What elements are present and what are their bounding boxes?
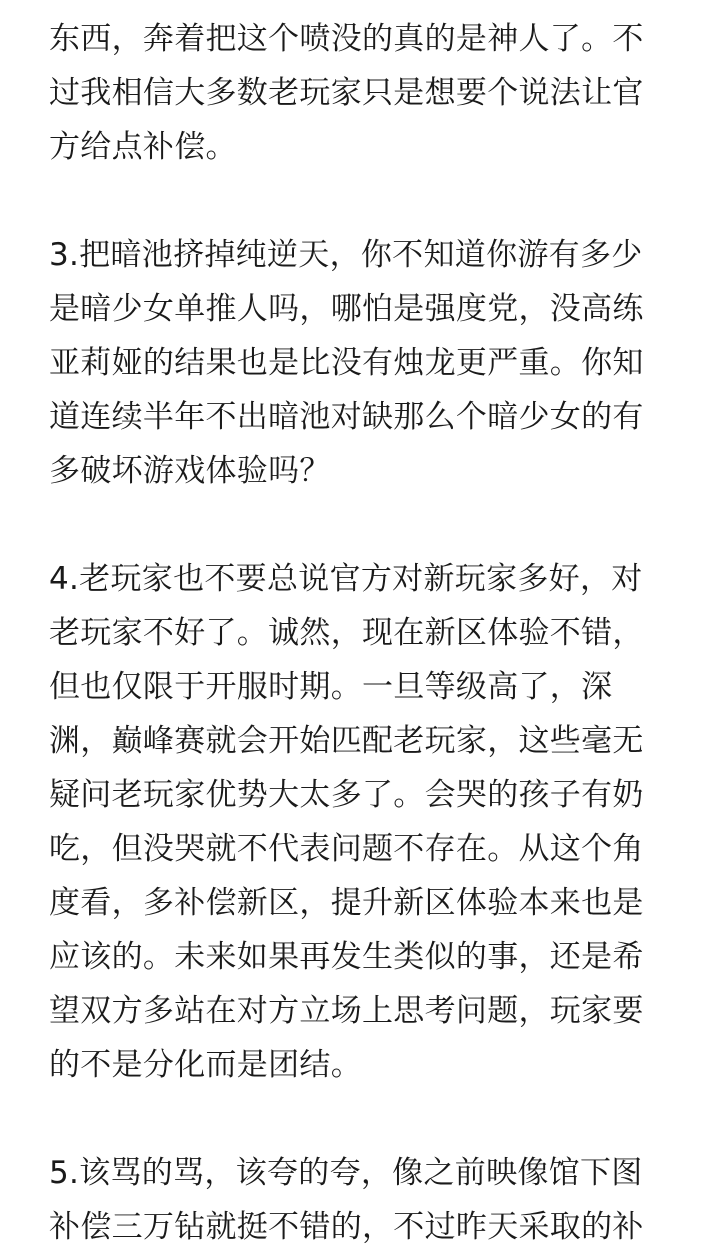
paragraph-gap: [49, 498, 689, 552]
text-line: 是暗少女单推人吗，哪怕是强度党，没高练: [49, 291, 644, 327]
text-line: 望双方多站在对方立场上思考问题，玩家要: [49, 993, 644, 1029]
text-line: 的不是分化而是团结。: [49, 1047, 362, 1083]
text-line: 亚莉娅的结果也是比没有烛龙更严重。你知: [49, 345, 644, 381]
paragraph-3: [49, 552, 689, 1092]
text-line: 5.该骂的骂，该夸的夸，像之前映像馆下图: [49, 1155, 643, 1191]
paragraph-1: [49, 12, 689, 174]
text-line: 度看，多补偿新区，提升新区体验本来也是: [49, 885, 644, 921]
text-line: 多破坏游戏体验吗？: [49, 453, 331, 489]
text-line: 但也仅限于开服时期。一旦等级高了，深: [49, 669, 613, 705]
text-line: 道连续半年不出暗池对缺那么个暗少女的有: [49, 399, 644, 435]
text-line: 疑问老玩家优势大太多了。会哭的孩子有奶: [49, 777, 644, 813]
text-line: 过我相信大多数老玩家只是想要个说法让官: [49, 75, 644, 111]
text-line: 3.把暗池挤掉纯逆天，你不知道你游有多少: [49, 237, 643, 273]
text-line: 应该的。未来如果再发生类似的事，还是希: [49, 939, 644, 975]
article-body: [49, 12, 689, 1254]
paragraph-4: [49, 1146, 689, 1254]
text-line: 补偿三万钻就挺不错的，不过昨天采取的补: [49, 1209, 644, 1245]
text-line: 吃，但没哭就不代表问题不存在。从这个角: [49, 831, 644, 867]
paragraph-gap: [49, 174, 689, 228]
paragraph-2: [49, 228, 689, 498]
text-line: 东西，奔着把这个喷没的真的是神人了。不: [49, 21, 644, 57]
text-line: 方给点补偿。: [49, 129, 237, 165]
text-line: 渊，巅峰赛就会开始匹配老玩家，这些毫无: [49, 723, 644, 759]
text-line: 4.老玩家也不要总说官方对新玩家多好，对: [49, 561, 643, 597]
paragraph-gap: [49, 1092, 689, 1146]
text-line: 老玩家不好了。诚然，现在新区体验不错，: [49, 615, 644, 651]
